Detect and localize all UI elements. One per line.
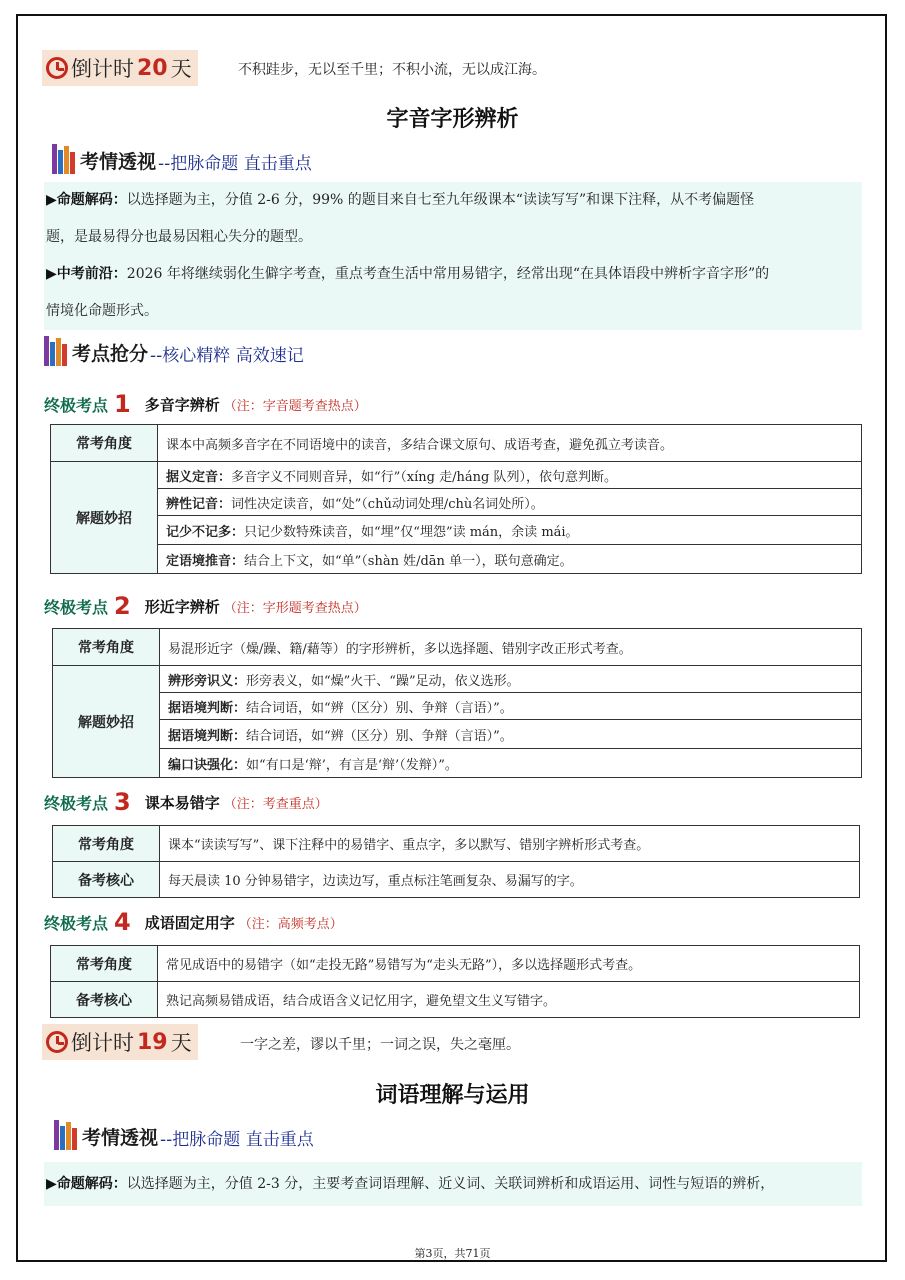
keypoint-number: 4 [114,908,131,936]
keypoint-table [50,945,860,1018]
row-label: 常考角度 [53,629,160,666]
books-icon [52,140,76,174]
tip-bold: 据语境判断： [168,728,247,744]
row-label: 备考核心 [51,982,158,1018]
countdown-suffix: 天 [170,57,192,81]
tip-bold: 辨性记音： [166,496,232,512]
tip-text: 多音字义不同则音异，如“行”（xíng 走/háng 队列），依句意判断。 [231,469,617,485]
row-text: 课本中高频多音字在不同语境中的读音，多结合课文原句、成语考查，避免孤立考读音。 [158,425,862,462]
tip-text: 结合上下文，如“单”（shàn 姓/dān 单一），联句意确定。 [244,553,573,569]
keypoint-note: （注：高频考点） [238,916,343,932]
clock-icon [46,57,68,79]
intro-label-2: ▶中考前沿： [46,266,127,282]
row-label: 解题妙招 [51,462,158,574]
keypoint-header [44,908,343,936]
row-label: 解题妙招 [53,666,160,778]
kaoqing-title: 考情透视 [82,1127,159,1149]
tip-row [160,720,862,749]
intro-paragraph-1-cont: 题，是最易得分也最易因粗心失分的题型。 [46,229,312,245]
tip-text: 结合词语，如“辨（区分）别、争辩（言语）”。 [246,700,513,716]
keypoint-table [52,628,862,778]
tip-text: 形旁表义，如“燥”火干、“躁”足动，依义选形。 [246,673,520,689]
countdown-number: 20 [137,55,168,81]
row-label: 常考角度 [51,425,158,462]
row-label: 常考角度 [53,826,160,862]
page-footer: 第3页，共71页 [414,1247,491,1260]
intro-text-1: 以选择题为主，分值 2-6 分，99% 的题目来自七至九年级课本“读读写写”和课下注释，从不考偏题怪 [126,192,755,208]
keypoint-table [52,825,860,898]
kaoqing-title: 考情透视 [80,151,157,173]
countdown-banner [42,50,198,86]
keypoint-note: （注：字形题考查热点） [223,600,367,616]
countdown-suffix: 天 [170,1031,192,1055]
keypoint-number: 1 [114,390,131,418]
kaoqing-subtitle: --把脉命题 直击重点 [160,1130,314,1150]
kaodian-subtitle: --核心精粹 高效速记 [150,346,304,366]
keypoint-note: （注：考查重点） [223,796,328,812]
keypoint-number: 2 [114,592,131,620]
countdown-number: 19 [137,1029,168,1055]
tip-bold: 编口诀强化： [168,757,247,773]
intro-label-1: ▶命题解码： [46,1176,127,1192]
intro-paragraph-2 [44,256,862,293]
keypoint-table [50,424,862,574]
intro-paragraph-1 [44,182,862,219]
kaoqing-heading [52,140,312,174]
section-title: 词语理解与运用 [375,1083,530,1108]
kaodian-heading [44,332,304,366]
intro-paragraph-1 [44,1162,862,1206]
countdown-quote: 不积跬步，无以至千里；不积小流，无以成江海。 [238,62,546,78]
keypoint-name: 多音字辨析 [144,395,220,414]
kaoqing-subtitle: --把脉命题 直击重点 [158,154,312,174]
section-title: 字音字形辨析 [386,107,519,132]
row-text: 熟记高频易错成语，结合成语含义记忆用字，避免望文生义写错字。 [158,982,860,1018]
tip-text: 如“有口是‘辩’，有言是‘辩’（发辩）”。 [246,757,458,773]
kaoqing-heading [54,1116,314,1150]
keypoint-label: 终极考点 [44,395,109,415]
tip-row [158,516,862,545]
tip-row [158,545,862,574]
keypoint-header [44,788,328,816]
intro-text-1: 以选择题为主，分值 2-3 分，主要考查词语理解、近义词、关联词辨析和成语运用、词性与短语的辨析， [126,1176,775,1192]
countdown-quote: 一字之差，谬以千里；一词之误，失之毫厘。 [240,1037,520,1053]
tip-bold: 辨形旁识义： [168,673,247,689]
keypoint-label: 终极考点 [44,913,109,933]
tip-bold: 据语境判断： [168,700,247,716]
keypoint-label: 终极考点 [44,793,109,813]
intro-paragraph-2-cont: 情境化命题形式。 [46,303,158,319]
clock-icon [46,1031,68,1053]
books-icon [54,1116,78,1150]
row-text: 每天晨读 10 分钟易错字，边读边写，重点标注笔画复杂、易漏写的字。 [160,862,860,898]
keypoint-header [44,390,367,418]
tip-text: 词性决定读音，如“处”（chǔ动词处理/chù名词处所）。 [231,496,544,512]
kaodian-title: 考点抢分 [72,343,149,365]
tip-bold: 据义定音： [166,469,232,485]
countdown-banner [42,1024,198,1060]
keypoint-number: 3 [114,788,131,816]
tip-row [160,666,862,693]
row-label: 备考核心 [53,862,160,898]
keypoint-name: 成语固定用字 [144,913,235,932]
tip-row [158,489,862,516]
intro-panel [44,182,862,330]
intro-label-1: ▶命题解码： [46,192,127,208]
tip-bold: 记少不记多： [166,524,245,540]
row-text: 常见成语中的易错字（如“走投无路”易错写为“走头无路”），多以选择题形式考查。 [158,946,860,982]
keypoint-header [44,592,367,620]
keypoint-note: （注：字音题考查热点） [223,398,367,414]
intro-text-2: 2026 年将继续弱化生僻字考查，重点考查生活中常用易错字，经常出现“在具体语段中辨析字音字形”的 [126,266,770,282]
row-text: 课本“读读写写”、课下注释中的易错字、重点字，多以默写、错别字辨析形式考查。 [160,826,860,862]
books-icon [44,332,68,366]
countdown-prefix: 倒计时 [71,57,134,81]
intro-panel [44,1162,862,1206]
tip-text: 结合词语，如“辨（区分）别、争辩（言语）”。 [246,728,513,744]
tip-bold: 定语境推音： [166,553,245,569]
tip-row [160,749,862,778]
tip-row [158,462,862,489]
tip-text: 只记少数特殊读音，如“埋”仅“埋怨”读 mán，余读 mái。 [244,524,579,540]
row-text: 易混形近字（燥/躁、籍/藉等）的字形辨析，多以选择题、错别字改正形式考查。 [160,629,862,666]
keypoint-label: 终极考点 [44,597,109,617]
tip-row [160,693,862,720]
row-label: 常考角度 [51,946,158,982]
countdown-prefix: 倒计时 [71,1031,134,1055]
keypoint-name: 形近字辨析 [144,597,220,616]
keypoint-name: 课本易错字 [144,793,220,812]
